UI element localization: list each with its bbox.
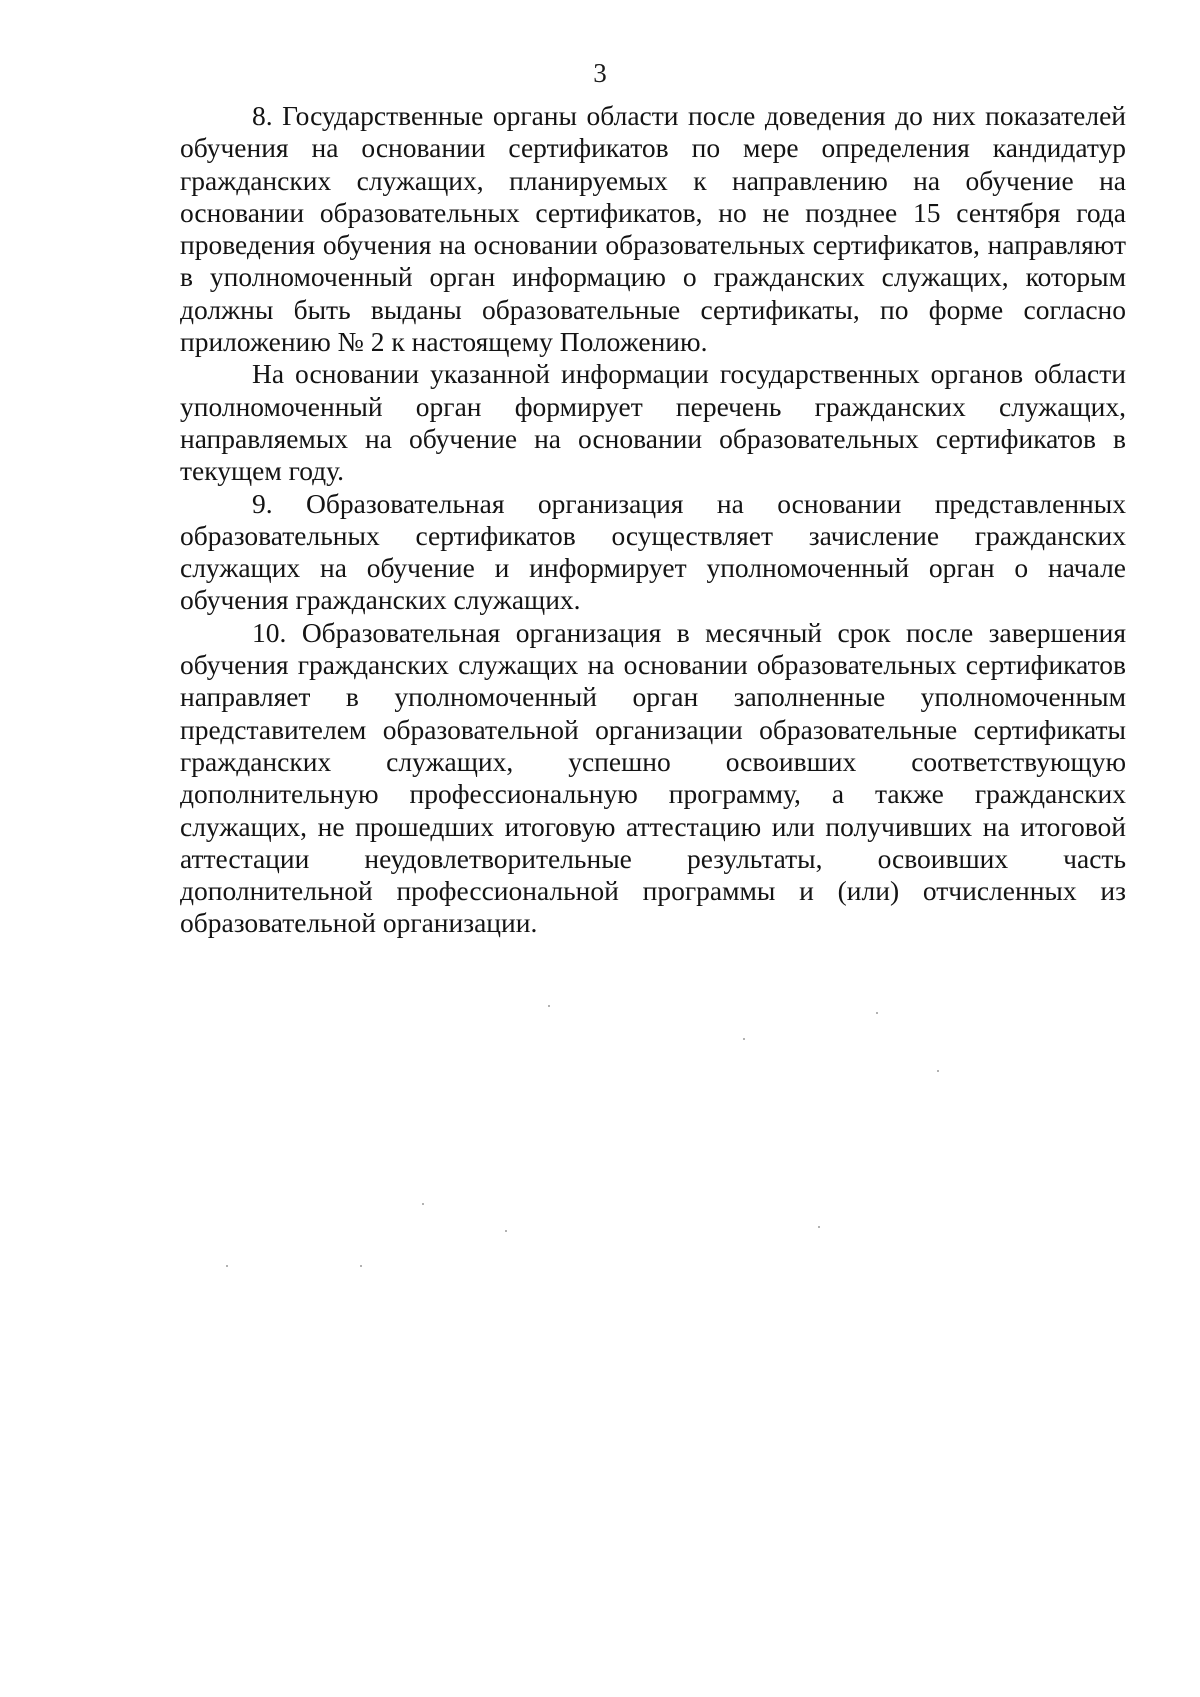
document-body <box>180 100 1126 940</box>
paragraph-10: 10. Образовательная организация в месячный срок после завершения обучения гражданских служащих на основании образовательных сертификатов направляет в уполномоченный орган заполненные уполномоченным представителем образовательной организации образовательные сертификаты гражданских служащих, успешно освоивших соответствующую дополнительную профессиональную программу, а также гражданских служащих, не прошедших итоговую аттестацию или получивших на итоговой аттестации неудовлетворительные результаты, освоивших часть дополнительной профессиональной программы и (или) отчисленных из образовательной организации. <box>180 616 1126 939</box>
page-number: 3 <box>593 58 607 88</box>
scan-speck <box>226 1265 228 1267</box>
scan-speck <box>818 1226 820 1228</box>
paragraph-8: 8. Государственные органы области после доведения до них показателей обучения на основании сертификатов по мере определения кандидатур гражданских служащих, планируемых к направлению на обучение на основании образовательных сертификатов, но не позднее 15 сентября года проведения обучения на основании образовательных сертификатов, направляют в уполномоченный орган информацию о гражданских служащих, которым должны быть выданы образовательные сертификаты, по форме согласно приложению № 2 к настоящему Положению. <box>180 100 1126 358</box>
scan-speck <box>505 1230 507 1232</box>
scan-speck <box>422 1203 424 1205</box>
scan-speck <box>548 1005 550 1007</box>
scan-speck <box>360 1265 362 1267</box>
paragraph-9: 9. Образовательная организация на основании представленных образовательных сертификатов осуществляет зачисление гражданских служащих на обучение и информирует уполномоченный орган о начале обучения гражданских служащих. <box>180 487 1126 616</box>
scan-speck <box>937 1070 939 1072</box>
scan-speck <box>743 1038 745 1040</box>
scan-speck <box>876 1012 878 1014</box>
paragraph-8-continuation: На основании указанной информации государственных органов области уполномоченный орган формирует перечень гражданских служащих, направляемых на обучение на основании образовательных сертификатов в текущем году. <box>180 358 1126 487</box>
